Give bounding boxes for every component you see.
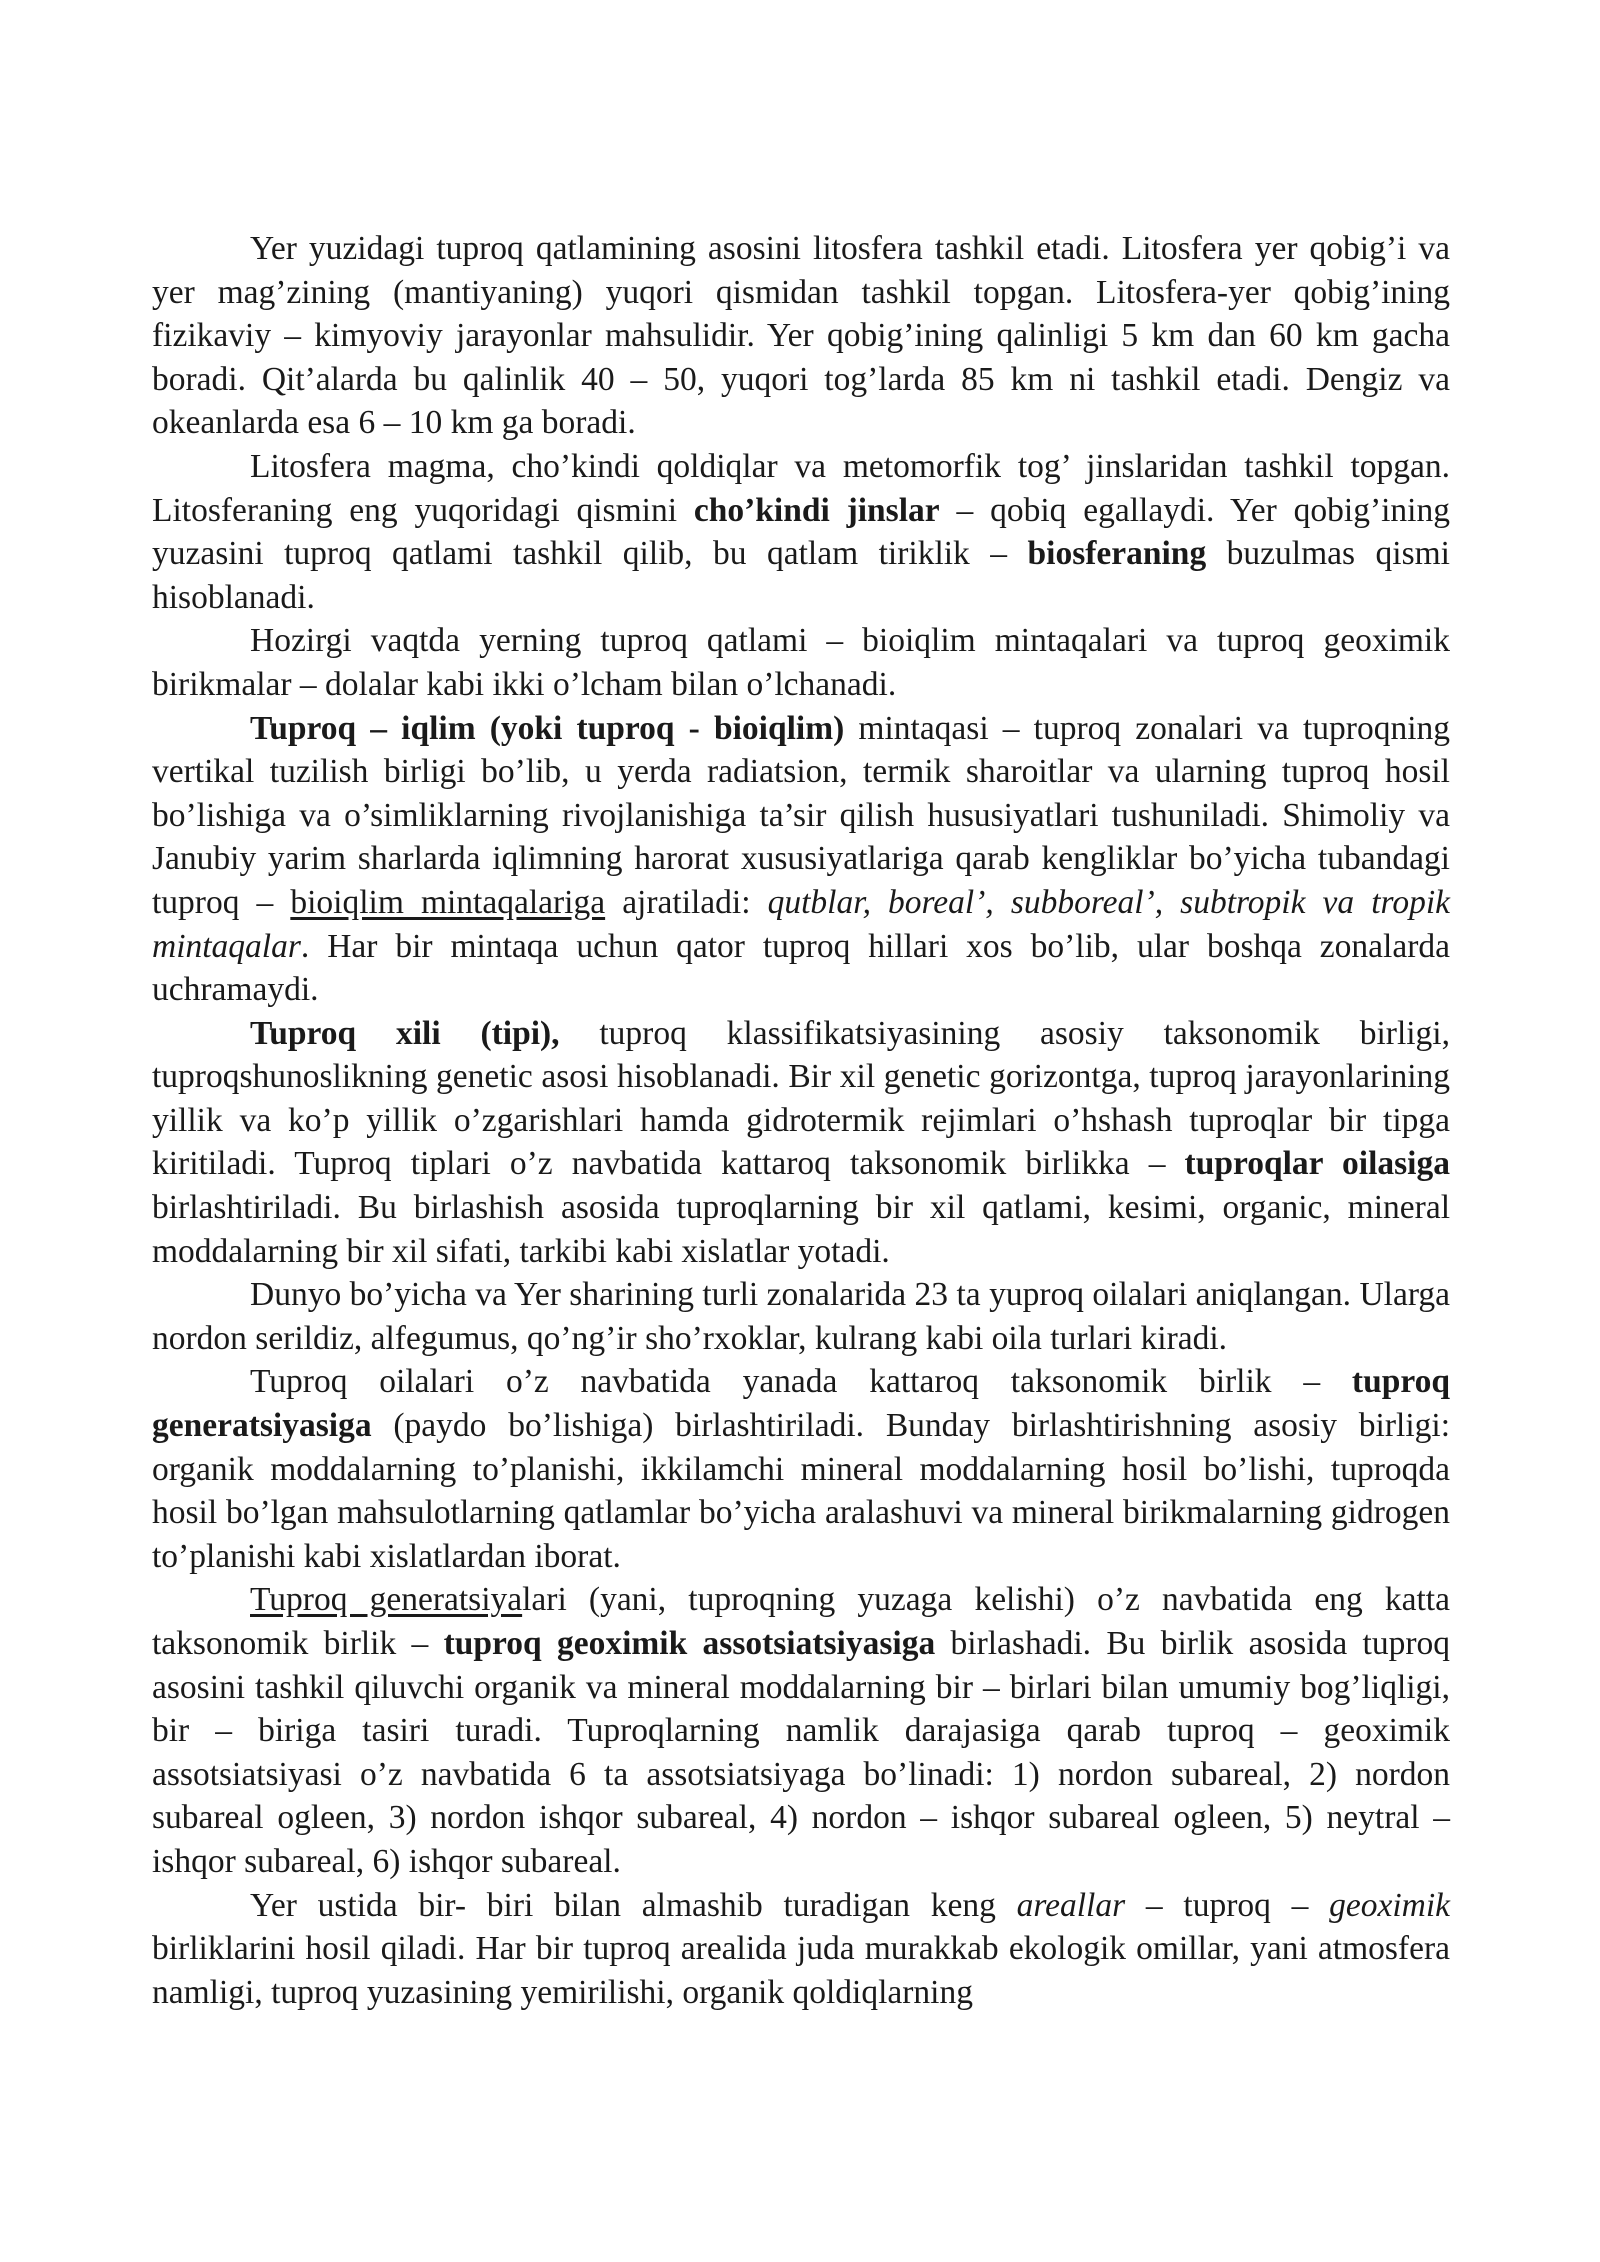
paragraph-yer-ustida [152, 1884, 1450, 2015]
paragraph-litosfera-intro [152, 227, 1450, 445]
text-run: Dunyo bo’yicha va Yer sharining turli zonalarida 23 ta yuproq oilalari aniqlangan. Ularga nordon serildiz, alfegumus, qo’ng’ir sho’rxoklar, kulrang kabi oila turlari kiradi. [152, 1276, 1450, 1357]
text-run: – tuproq – [1125, 1886, 1330, 1924]
underlined-term: bioiqlim mintaqalariga [290, 883, 606, 921]
text-run: buzulmas qismi hisoblanadi. [152, 535, 1450, 616]
text-run: Hozirgi vaqtda yerning tuproq qatlami – bioiqlim mintaqalari va tuproq geoximik birikmalar – dolalar kabi ikki o’lcham bilan o’lchanadi. [152, 622, 1450, 703]
paragraph-dunyo-boyicha [152, 1273, 1450, 1360]
text-run: birlashadi. Bu birlik asosida tuproq asosini tashkil qiluvchi organik va mineral moddalarning bir – birlari bilan umumiy bog’liqligi, bir – biriga tasiri turadi. Tuproqlarning namlik darajasiga qarab tuproq – geoximik assotsiatsiyasi o’z navbatida 6 ta assotsiatsiyaga bo’linadi: 1) nordon subareal, 2) nordon subareal ogleen, 3) nordon ishqor subareal, 4) nordon – ishqor subareal ogleen, 5) neytral –ishqor subareal, 6) ishqor subareal. [152, 1625, 1450, 1880]
bold-term: cho’kindi jinslar [693, 491, 940, 529]
bold-term: Tuproq – iqlim (yoki tuproq - bioiqlim) [250, 709, 845, 747]
underlined-term: Tuproq generatsiya [250, 1581, 523, 1619]
italic-term: qutblar, boreal’, subboreal’, subtropik va tropik mintaqalar [152, 883, 1451, 965]
text-run: . Har bir mintaqa uchun qator tuproq hillari xos bo’lib, ular boshqa zonalarda uchramaydi. [152, 927, 1450, 1009]
bold-term: tuproqlar oilasiga [1184, 1145, 1450, 1183]
italic-term: geoximik [1329, 1886, 1450, 1924]
bold-term: tuproq geoximik assotsiatsiyasiga [443, 1625, 936, 1662]
paragraph-hozirgi-vaqtda [152, 619, 1450, 706]
text-run: birlashtiriladi. Bu birlashish asosida tuproqlarning bir xil qatlami, kesimi, organic, mineral moddalarning bir xil sifati, tarkibi kabi xislatlar yotadi. [152, 1189, 1450, 1270]
bold-term: tuproq generatsiyasiga [152, 1363, 1450, 1445]
text-run: – qobiq egallaydi. Yer qobig’ining yuzasini tuproq qatlami tashkil qilib, bu qatlam tiriklik – [152, 491, 1450, 573]
text-run: tuproq klassifikatsiyasining asosiy taksonomik birligi, tuproqshunoslikning genetic asosi hisoblanadi. Bir xil genetic gorizontga, tuproq jarayonlarining yillik va ko’p yillik o’zgarishlari hamda gidrotermik rejimlari o’hshash tuproqlar bir tipga kiritiladi. Tuproq tiplari o’z navbatida kattaroq taksonomik birlikka – [152, 1014, 1450, 1183]
italic-term: areallar [1016, 1886, 1126, 1924]
text-run: ajratiladi: [605, 883, 768, 921]
text-run: mintaqasi – tuproq zonalari va tuproqning vertikal tuzilish birligi bo’lib, u yerda radiatsion, termik sharoitlar va ularning tuproq hosil bo’lishiga va o’simliklarning rivojlanishiga ta’sir qilish hususiyatlari tushuniladi. Shimoliy va Janubiy yarim sharlarda iqlimning harorat xususiyatlariga qarab kengliklar bo’yicha tubandagi tuproq – [152, 709, 1450, 921]
paragraph-tuproq-xili [152, 1012, 1450, 1274]
text-run: (paydo bo’lishiga) birlashtiriladi. Bunday birlashtirishning asosiy birligi: organik moddalarning to’planishi, ikkilamchi mineral moddalarning hosil bo’lishi, tuproqda hosil bo’lgan mahsulotlarning qatlamlar bo’yicha aralashuvi va mineral birikmalarning gidrogen to’planishi kabi xislatlardan iborat. [152, 1407, 1450, 1575]
paragraph-tuproq-generatsiyalari [152, 1578, 1450, 1883]
text-run: birliklarini hosil qiladi. Har bir tuproq arealida juda murakkab ekologik omillar, yani atmosfera namligi, tuproq yuzasining yemirilishi, organik qoldiqlarning [152, 1930, 1450, 2011]
paragraph-litosfera-composition [152, 445, 1450, 619]
text-run: lari (yani, tuproqning yuzaga kelishi) o’z navbatida eng katta taksonomik birlik – [152, 1581, 1450, 1662]
text-run: Yer yuzidagi tuproq qatlamining asosini litosfera tashkil etadi. Litosfera yer qobig’i va yer mag’zining (mantiyaning) yuqori qismidan tashkil topgan. Litosfera-yer qobig’ining fizikaviy – kimyoviy jarayonlar mahsulidir. Yer qobig’ining qalinligi 5 km dan 60 km gacha boradi. Qit’alarda bu qalinlik 40 – 50, yuqori tog’larda 85 km ni tashkil etadi. Dengiz va okeanlarda esa 6 – 10 km ga boradi. [152, 230, 1450, 442]
paragraph-tuproq-iqlim [152, 707, 1450, 1012]
paragraph-tuproq-oilalari [152, 1360, 1450, 1578]
bold-term: biosferaning [1027, 535, 1207, 573]
text-run: Yer ustida bir- biri bilan almashib turadigan keng [250, 1886, 1017, 1924]
text-run: Litosfera magma, cho’kindi qoldiqlar va metomorfik tog’ jinslaridan tashkil topgan. Litosferaning eng yuqoridagi qismini [152, 447, 1450, 529]
text-run: Tuproq oilalari o’z navbatida yanada kattaroq taksonomik birlik – [250, 1363, 1352, 1401]
bold-term: Tuproq xili (tipi), [250, 1014, 560, 1052]
document-page [152, 227, 1450, 2014]
